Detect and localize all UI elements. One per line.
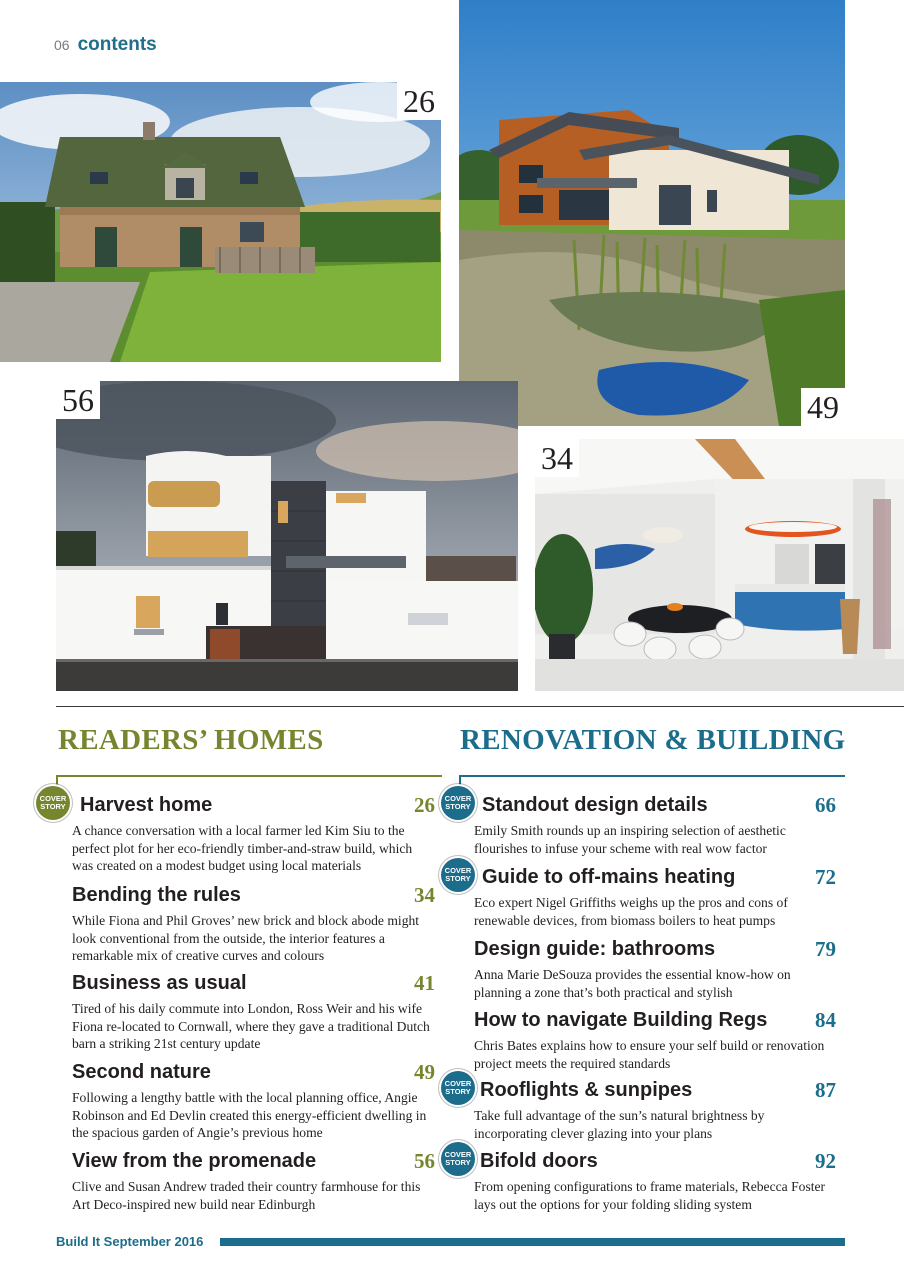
footer-brand: Build It — [56, 1234, 101, 1249]
page-header — [54, 34, 157, 56]
entry-description: Following a lengthy battle with the local planning office, Angie Robinson and Ed Devlin created this energy-efficient dwelling in the spacious garden of Angie’s previous home — [72, 1090, 427, 1141]
cover-story-badge — [441, 1142, 475, 1176]
entry-description: Tired of his daily commute into London, Ross Weir and his wife Fiona re-located to Cornwall, where they gave a traditional Dutch barn a striking 21st century update — [72, 1001, 430, 1052]
badge-line: COVER — [444, 793, 472, 803]
badge-line: STORY — [445, 802, 471, 811]
farmhouse-illustration — [0, 82, 441, 362]
entry-page: 92 — [815, 1149, 836, 1173]
badge-line: STORY — [445, 1158, 471, 1167]
entry-page: 49 — [414, 1060, 435, 1084]
badge-line: STORY — [445, 1087, 471, 1096]
photo-bending-the-rules[interactable] — [535, 439, 904, 691]
entry-header — [474, 792, 836, 820]
section-label: contents — [77, 34, 157, 55]
eco-home-illustration — [459, 0, 845, 426]
entry-title: Bifold doors — [480, 1150, 598, 1172]
entry-description: Chris Bates explains how to ensure your self build or renovation project meets the required standards — [474, 1038, 825, 1071]
entry-page: 72 — [815, 865, 836, 889]
entry-description: Take full advantage of the sun’s natural brightness by incorporating clever glazing into your plans — [474, 1108, 765, 1141]
section-divider — [56, 706, 904, 707]
entry-title: Standout design details — [482, 794, 708, 816]
entry-title: Design guide: bathrooms — [474, 938, 716, 960]
entry-title: How to navigate Building Regs — [474, 1009, 768, 1031]
list-item[interactable] — [72, 1059, 435, 1142]
renovation-building-rule — [459, 775, 845, 777]
readers-homes-heading: READERS’ HOMES — [58, 724, 324, 756]
list-item[interactable] — [474, 936, 836, 1001]
kitchen-interior-illustration — [535, 439, 904, 691]
page-footer — [56, 1234, 203, 1249]
entry-header — [72, 1148, 435, 1176]
entry-title: Second nature — [72, 1061, 211, 1083]
badge-line: STORY — [445, 874, 471, 883]
entry-description: Eco expert Nigel Griffiths weighs up the pros and cons of renewable devices, from biomass boilers to heat pumps — [474, 895, 788, 928]
entry-title: Guide to off-mains heating — [482, 866, 736, 888]
entry-page: 41 — [414, 971, 435, 995]
entry-header — [474, 1077, 836, 1105]
entry-header — [72, 882, 435, 910]
entry-page: 66 — [815, 793, 836, 817]
entry-page: 87 — [815, 1078, 836, 1102]
page-number: 06 — [54, 37, 70, 53]
footer-bar — [220, 1238, 845, 1246]
cover-story-badge — [441, 1071, 475, 1105]
entry-description: Emily Smith rounds up an inspiring selection of aesthetic flourishes to infuse your scheme with real wow factor — [474, 823, 786, 856]
list-item[interactable] — [72, 970, 435, 1053]
entry-description: A chance conversation with a local farmer led Kim Siu to the perfect plot for her eco-friendly timber-and-straw build, which was created on a modest budget using local materials — [72, 823, 413, 874]
entry-page: 26 — [414, 793, 435, 817]
entry-title: View from the promenade — [72, 1150, 317, 1172]
photo-page-label: 26 — [397, 82, 441, 120]
entry-page: 79 — [815, 937, 836, 961]
entry-title: Rooflights & sunpipes — [480, 1079, 693, 1101]
photo-page-label: 56 — [56, 381, 100, 419]
photo-page-label: 34 — [535, 439, 579, 477]
badge-line: COVER — [39, 793, 67, 803]
photo-second-nature[interactable] — [459, 0, 845, 426]
entry-description: Anna Marie DeSouza provides the essential know-how on planning a zone that’s both practical and stylish — [474, 967, 791, 1000]
entry-header — [72, 792, 435, 820]
entry-page: 56 — [414, 1149, 435, 1173]
list-item[interactable] — [72, 882, 435, 965]
entry-header — [474, 1148, 836, 1176]
entry-description: While Fiona and Phil Groves’ new brick and block abode might look conventional from the outside, the interior features a remarkable mix of creative curves and colours — [72, 913, 420, 964]
badge-line: COVER — [444, 1078, 472, 1088]
list-item[interactable] — [444, 792, 836, 857]
list-item[interactable] — [444, 1077, 836, 1142]
list-item[interactable] — [72, 1148, 435, 1213]
entry-page: 84 — [815, 1008, 836, 1032]
entry-title: Harvest home — [80, 794, 213, 816]
entry-description: Clive and Susan Andrew traded their country farmhouse for this Art Deco-inspired new build near Edinburgh — [72, 1179, 421, 1212]
cover-story-badge — [441, 858, 475, 892]
list-item[interactable] — [474, 1007, 836, 1072]
cover-story-badge — [441, 786, 475, 820]
badge-line: COVER — [444, 865, 472, 875]
entry-page: 34 — [414, 883, 435, 907]
entry-description: From opening configurations to frame materials, Rebecca Foster lays out the options for your folding sliding system — [474, 1179, 826, 1212]
entry-title: Business as usual — [72, 972, 247, 994]
photo-page-label: 49 — [801, 388, 845, 426]
badge-line: COVER — [444, 1149, 472, 1159]
entry-header — [474, 936, 836, 964]
entry-header — [474, 864, 836, 892]
renovation-building-heading: RENOVATION & BUILDING — [460, 724, 846, 756]
list-item[interactable] — [39, 792, 435, 875]
list-item[interactable] — [444, 1148, 836, 1213]
entry-title: Bending the rules — [72, 884, 241, 906]
art-deco-house-illustration — [56, 381, 518, 691]
entry-header — [72, 970, 435, 998]
list-item[interactable] — [444, 864, 836, 929]
footer-issue: September 2016 — [103, 1234, 204, 1249]
photo-view-from-the-promenade[interactable] — [56, 381, 518, 691]
cover-story-badge — [36, 786, 70, 820]
entry-header — [474, 1007, 836, 1035]
readers-homes-rule — [56, 775, 442, 777]
badge-line: STORY — [40, 802, 66, 811]
entry-header — [72, 1059, 435, 1087]
photo-harvest-home[interactable] — [0, 82, 441, 362]
